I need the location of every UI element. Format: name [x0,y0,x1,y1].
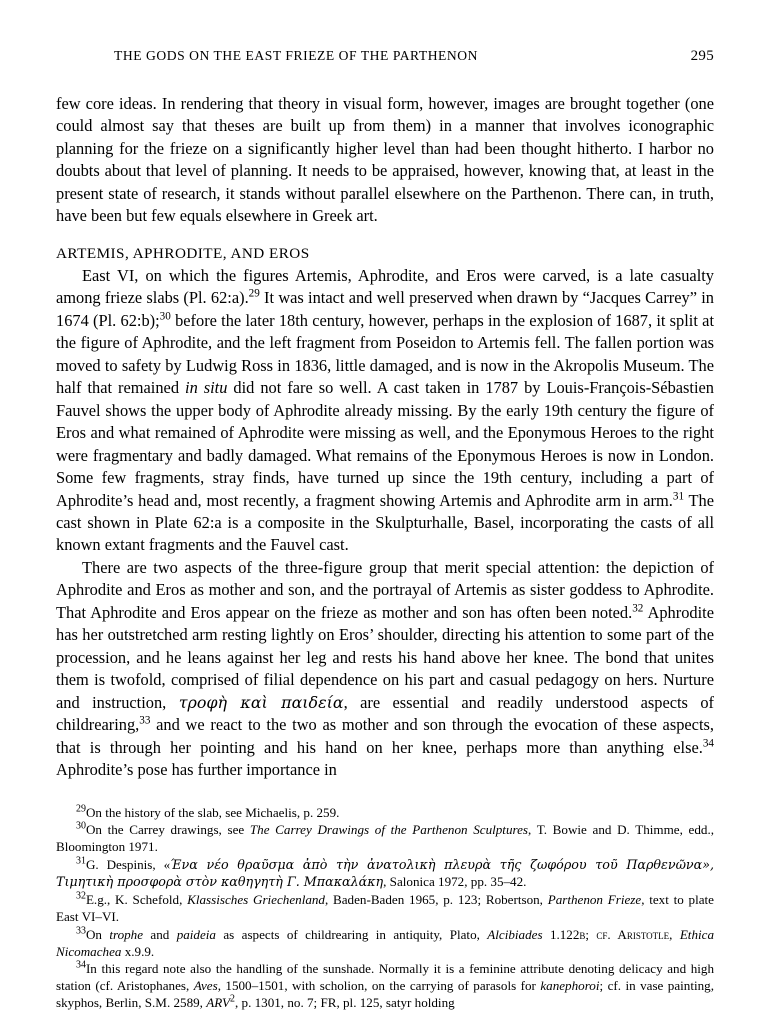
text-run: Aphrodite’s pose has further importance in [56,760,337,780]
italic-term-paideia: paideia [176,926,216,942]
italic-title-2: Parthenon Frieze [547,892,642,908]
footnote-29 [56,804,714,821]
footnote-33 [56,926,714,960]
italic-title-arv: ARV [206,995,230,1011]
text-run: before the later 18th century, however, perhaps in the explosion of 1687, it split at the figure of Aphrodite, and the left fragment from Poseidon to Artemis fell. The fallen portion was moved to safety by Ludwig Ross in 1836, little damaged, and is now in the Akropolis Museum. The half that remained [56,310,714,398]
superscript-2: 2 [230,993,235,1005]
italic-term-trophe: trophe [109,926,144,942]
footnote-ref-30[interactable]: 30 [159,310,171,323]
footnote-31 [56,856,714,891]
footnote-ref-31[interactable]: 31 [672,490,685,503]
italic-term-kanephoroi: kanephoroi [540,978,600,994]
text-run: In this regard note also the handling of the sunshade. Normally it is a feminine attribute denoting delicacy and high station (cf. Aristophanes, [56,961,714,994]
text-run: On [85,926,110,942]
running-head-title: THE GODS ON THE EAST FRIEZE OF THE PARTHENON [114,48,478,63]
text-run: G. Despinis, « [85,856,171,872]
text-run: as aspects of childrearing in antiquity, Plato, [215,926,488,942]
footnote-34 [56,960,714,1011]
text-run: , 1500–1501, with scholion, on the carrying of parasols for [217,978,541,994]
page-content [56,48,714,1012]
text-run: and [143,926,177,942]
footnote-30 [56,821,714,855]
text-run: , text to plate East VI–VI. [56,892,714,925]
text-run: , Baden-Baden 1965, p. 123; Robertson, [324,892,548,908]
text-run: On the history of the slab, see Michaelis, p. 259. [85,804,340,820]
running-head [56,48,714,65]
footnote-marker: 34 [76,959,86,971]
footnote-ref-32[interactable]: 32 [632,602,644,615]
text-run: , p. 1301, no. 7; FR, pl. 125, satyr holding [234,995,455,1011]
paragraph-continuation: few core ideas. In rendering that theory in visual form, however, images are brought together (one could almost say that theses are built up from them) in a manner that involves iconographic planning for the frieze on a significantly higher level than had been thought hitherto. I harbor no doubts about that level of planning. It needs to be appraised, however, knowing that, at least in the present state of research, it stands without parallel elsewhere on the Parthenon. There can, in truth, have been but few equals elsewhere in Greek art. [56,94,714,226]
footnote-marker: 31 [76,855,86,867]
footnote-marker: 30 [76,820,86,832]
footnote-marker: 33 [76,925,86,937]
text-run: , T. Bowie and D. Thimme, edd., Bloomington 1971. [56,822,714,855]
footnotes [56,804,714,1012]
footnote-marker: 29 [76,803,86,815]
text-run: , Salonica 1972, pp. 35–42. [383,874,527,890]
text-run: , are essential and readily understood aspects of childrearing, [56,692,714,735]
italic-in-situ: in situ [185,378,228,398]
text-run: It was intact and well preserved when drawn by “Jacques Carrey” in 1674 (Pl. 62:b); [56,288,714,330]
footnote-ref-33[interactable]: 33 [139,714,151,727]
italic-title-aves: Aves [193,978,218,994]
text-run: On the Carrey drawings, see [85,822,250,838]
italic-title-alcibiades: Alcibiades [487,926,543,942]
italic-title-ethica: Ethica Nicomachea [56,926,714,959]
page-number: 295 [690,48,714,64]
text-run: There are two aspects of the three-figure group that merit special attention: the depiction of Aphrodite and Eros as mother and son, and the portrayal of Artemis as sister goddess to Aphrodite. That Aphrodite and Eros appear on the frieze as mother and son has often been noted. [56,557,714,622]
text-run: x.9.9. [121,943,155,959]
spacer [56,228,714,245]
text-run: E.g., K. Schefold, [85,892,188,908]
text-run: and we react to the two as mother and son through the evocation of these aspects, that is through her pointing and his hand on her knee, perhaps more than anything else. [56,715,714,757]
greek-phrase-trophe-paideia: τροφὴ καὶ παιδεία [178,692,344,712]
footnote-ref-34[interactable]: 34 [702,737,714,750]
text-run: ; cf. in vase painting, skyphos, Berlin, S.M. 2589, [56,978,714,1011]
italic-title: Klassisches Griechenland [187,892,325,908]
text-run: The cast shown in Plate 62:a is a composite in the Skulpturhalle, Basel, incorporating the casts of all known extant fragments and the Fauvel cast. [56,490,714,555]
paragraph-east-vi [56,265,714,557]
paragraph-three-figure-group [56,557,714,782]
italic-title: The Carrey Drawings of the Parthenon Sculptures [249,822,529,838]
section-heading: ARTEMIS, APHRODITE, AND EROS [56,244,310,262]
text-run: East VI, on which the figures Artemis, Aphrodite, and Eros were carved, is a late casualty among frieze slabs (Pl. 62:a). [56,265,714,308]
footnote-marker: 32 [76,890,86,902]
text-run: did not fare so well. A cast taken in 1787 by Louis-François-Sébastien Fauvel shows the upper body of Aphrodite already missing. By the early 19th century the figure of Eros and what remained of Aphrodite were missing as well, and the Eponymous Heroes to the right were fragmentary and badly damaged. What remains of the Eponymous Heroes is now in London. Some few fragments, stray finds, have turned up since the 19th century, including a part of Aphrodite’s head and, most recently, a fragment showing Artemis and Aphrodite arm in arm. [56,378,714,510]
footnote-ref-29[interactable]: 29 [248,287,260,300]
text-run: Aphrodite has her outstretched arm resting lightly on Eros’ shoulder, directing his attention to some part of the procession, and he leans against her leg and rests his hand above her knee. The bond that unites them is twofold, comprised of filial dependence on his part and casual pedagogy on hers. Nurture and instruction, [56,602,714,712]
footnote-32 [56,891,714,925]
text-run: 1.122в; cf. Aristotle, [542,926,680,942]
greek-title: Ένα νέο θραῦσμα ἀπὸ τὴν ἀνατολικὴ πλευρὰ τῆς ζωφόρου τοῦ Παρθενῶνα [170,856,703,872]
greek-title-continued: », Τιμητικὴ προσφορὰ στὸν καθηγητὴ Γ. Μπακαλάκη [56,856,714,890]
